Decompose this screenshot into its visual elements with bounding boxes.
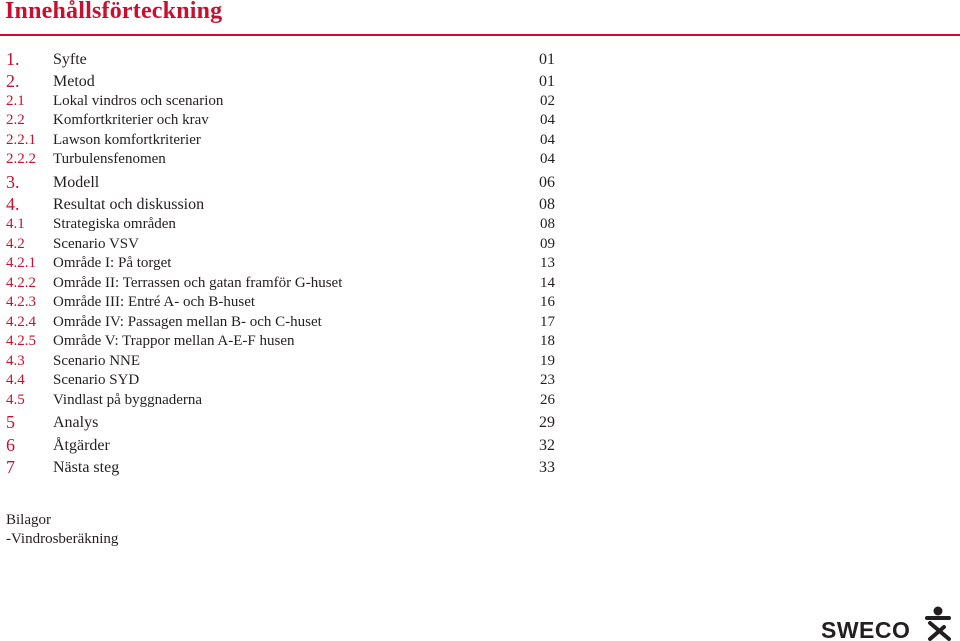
toc-number: 2. [6,71,20,91]
toc-label: Område II: Terrassen och gatan framför G-huset [53,275,343,291]
toc-entry[interactable] [0,112,560,132]
toc-page-number: 09 [540,236,555,252]
toc-label: Nästa steg [53,459,120,476]
toc-entry[interactable] [0,414,560,434]
toc-entry[interactable] [0,437,560,457]
toc-page-number: 18 [540,333,555,349]
toc-entry[interactable] [0,51,560,71]
toc-page-number: 08 [540,216,555,232]
toc-label: Komfortkriterier och krav [53,112,209,128]
toc-entry[interactable] [0,294,560,314]
toc-entry[interactable] [0,392,560,412]
toc-entry[interactable] [0,216,560,236]
logo-wordmark: SWECO [821,617,911,641]
toc-entry[interactable] [0,353,560,373]
toc-label: Lawson komfortkriterier [53,132,201,148]
toc-number: 4.2.5 [6,333,36,349]
toc-entry[interactable] [0,459,560,479]
toc-label: Åtgärder [53,437,110,454]
toc-number: 4.2.1 [6,255,36,271]
toc-label: Scenario VSV [53,236,139,252]
toc-entry[interactable] [0,73,560,93]
toc-entry[interactable] [0,333,560,353]
toc-label: Turbulensfenomen [53,151,166,167]
page-title: Innehållsförteckning [5,0,223,24]
toc-page-number: 19 [540,353,555,369]
toc-page-number: 17 [540,314,555,330]
toc-number: 4.5 [6,392,25,408]
toc-label: Område IV: Passagen mellan B- och C-huset [53,314,322,330]
logo-figure-icon [927,607,949,640]
toc-number: 4.3 [6,353,25,369]
toc-page-number: 08 [539,196,555,213]
toc-entry[interactable] [0,314,560,334]
toc-page-number: 14 [540,275,555,291]
toc-number: 4.4 [6,372,25,388]
toc-number: 1. [6,49,20,69]
toc-number: 4.2.3 [6,294,36,310]
toc-label: Syfte [53,51,87,68]
sweco-logo [818,602,960,641]
toc-page-number: 06 [539,174,555,191]
toc-page-number: 01 [539,51,555,68]
toc-label: Område V: Trappor mellan A-E-F husen [53,333,295,349]
toc-number: 3. [6,172,20,192]
appendix-heading: Bilagor [6,512,51,528]
toc-label: Metod [53,73,95,90]
toc-entry[interactable] [0,196,560,216]
toc-entry[interactable] [0,236,560,256]
toc-page-number: 13 [540,255,555,271]
toc-page-number: 16 [540,294,555,310]
toc-label: Lokal vindros och scenarion [53,93,224,109]
toc-number: 2.2.2 [6,151,36,167]
toc-page-number: 04 [540,112,555,128]
toc-number: 5 [6,412,15,432]
toc-number: 7 [6,457,15,477]
toc-page-number: 04 [540,151,555,167]
toc-entry[interactable] [0,174,560,194]
toc-number: 2.2 [6,112,25,128]
toc-number: 6 [6,435,15,455]
toc-entry[interactable] [0,255,560,275]
toc-entry[interactable] [0,132,560,152]
toc-label: Område III: Entré A- och B-huset [53,294,256,310]
toc-page-number: 32 [539,437,555,454]
toc-page-number: 26 [540,392,555,408]
toc-page-number: 02 [540,93,555,109]
toc-label: Vindlast på byggnaderna [53,392,203,408]
toc-entry[interactable] [0,93,560,113]
toc-number: 4.2.4 [6,314,36,330]
toc-entry[interactable] [0,151,560,171]
toc-number: 4. [6,194,20,214]
toc-page-number: 29 [539,414,555,431]
toc-label: Modell [53,174,100,191]
toc-entry[interactable] [0,372,560,392]
toc-page-number: 04 [540,132,555,148]
toc-number: 2.2.1 [6,132,36,148]
toc-page-number: 33 [539,459,555,476]
appendix-item: -Vindrosberäkning [6,531,119,547]
toc-label: Strategiska områden [53,216,176,232]
toc-entry[interactable] [0,275,560,295]
toc-label: Analys [53,414,99,431]
toc-number: 2.1 [6,93,25,109]
toc-label: Scenario SYD [53,372,140,388]
title-divider [0,34,960,36]
toc-label: Område I: På torget [53,255,172,271]
toc-label: Scenario NNE [53,353,141,369]
toc-number: 4.2.2 [6,275,36,291]
toc-label: Resultat och diskussion [53,196,205,213]
toc-number: 4.2 [6,236,25,252]
toc-page-number: 23 [540,372,555,388]
toc-number: 4.1 [6,216,25,232]
toc-page-number: 01 [539,73,555,90]
